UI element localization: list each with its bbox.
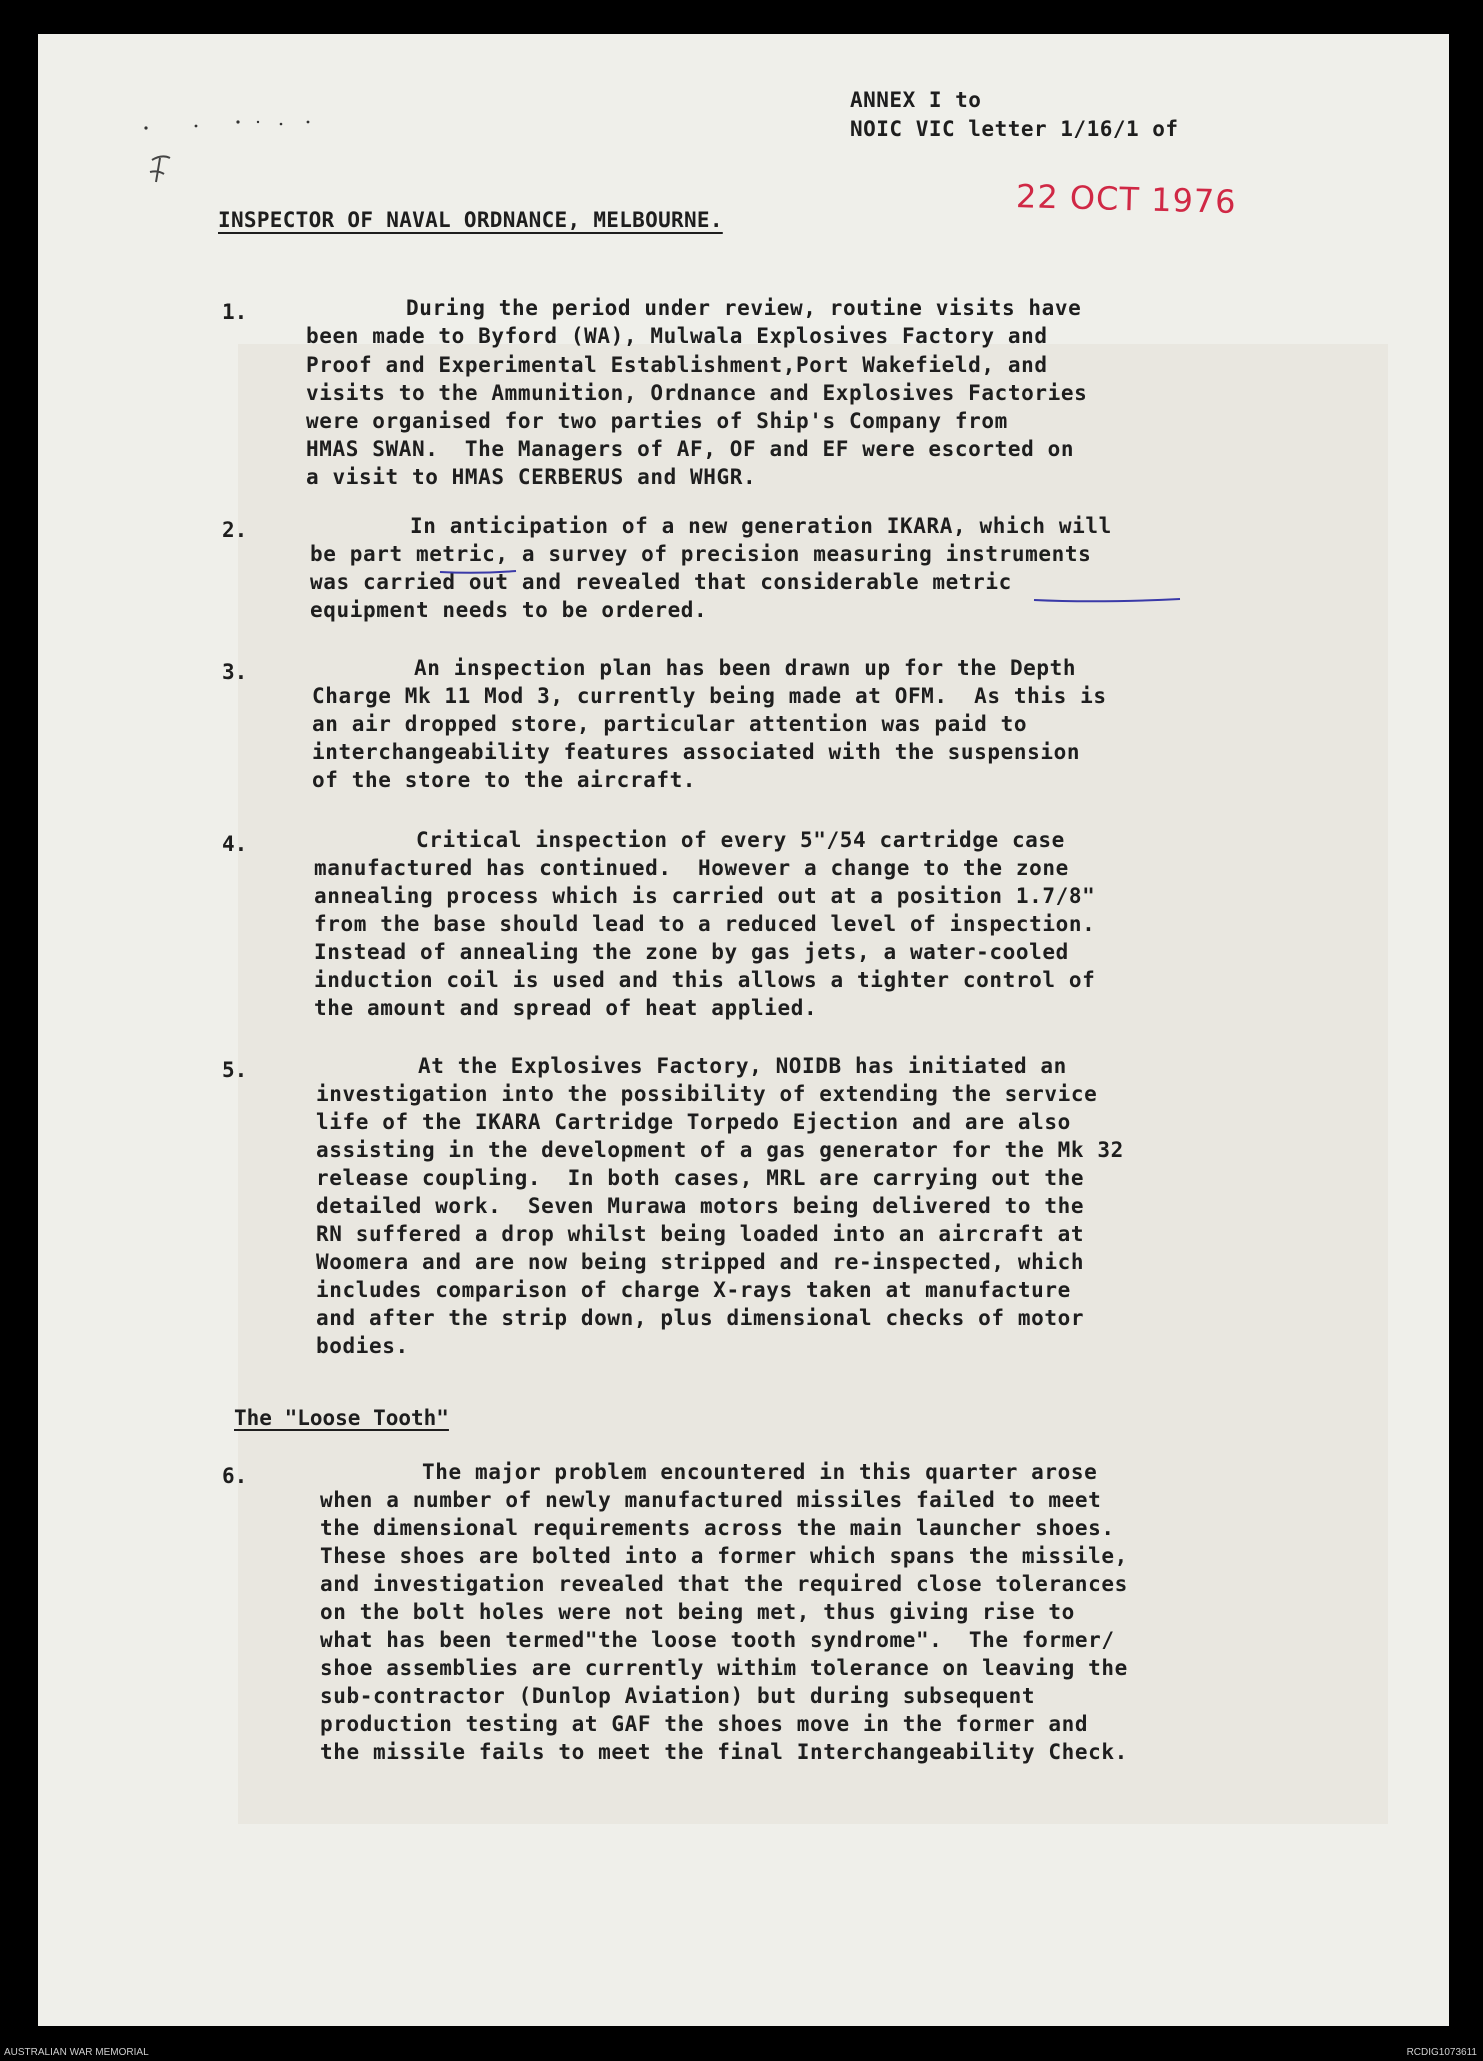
pen-underline [438,568,1238,628]
text-line: the missile fails to meet the final Interchangeability Check. [320,1740,1128,1764]
letter-line: NOIC VIC letter 1/16/1 of [850,117,1179,141]
text-line: includes comparison of charge X-rays taken at manufacture [316,1278,1071,1302]
text-line: Critical inspection of every 5"/54 cartridge case [416,828,1065,852]
text-line: In anticipation of a new generation IKARA, which will [410,514,1112,538]
text-line: Charge Mk 11 Mod 3, currently being made at OFM. As this is [312,684,1107,708]
text-line: from the base should lead to a reduced level of inspection. [314,912,1096,936]
page-title: INSPECTOR OF NAVAL ORDNANCE, MELBOURNE. [218,208,723,232]
text-line: shoe assemblies are currently withim tolerance on leaving the [320,1656,1128,1680]
footer-id: RCDIG1073611 [1406,2047,1477,2058]
paragraph-number: 4. [222,832,248,856]
text-line: equipment needs to be ordered. [310,598,708,622]
text-line: At the Explosives Factory, NOIDB has initiated an [418,1054,1067,1078]
text-line: assisting in the development of a gas generator for the Mk 32 [316,1138,1124,1162]
date-stamp: 22 OCT 1976 [1015,177,1238,221]
text-line: During the period under review, routine visits have [406,296,1082,320]
paper-marks [98,100,318,160]
paragraph-number: 3. [222,660,248,684]
footer-source: AUSTRALIAN WAR MEMORIAL [4,2047,149,2058]
text-line: an air dropped store, particular attention was paid to [312,712,1028,736]
text-line: sub-contractor (Dunlop Aviation) but during subsequent [320,1684,1036,1708]
text-line: be part metric, a survey of precision measuring instruments [310,542,1092,566]
text-line: when a number of newly manufactured missiles failed to meet [320,1488,1102,1512]
text-line: Woomera and are now being stripped and re-inspected, which [316,1250,1085,1274]
text-line: HMAS SWAN. The Managers of AF, OF and EF were escorted on [306,437,1075,461]
paragraph-number: 1. [222,300,248,324]
text-line: manufactured has continued. However a change to the zone [314,856,1069,880]
paragraph-number: 6. [222,1464,248,1488]
text-line: the amount and spread of heat applied. [314,996,818,1020]
text-line: The major problem encountered in this quarter arose [422,1460,1098,1484]
text-line: induction coil is used and this allows a tighter control of [314,968,1096,992]
text-line: release coupling. In both cases, MRL are carrying out the [316,1166,1085,1190]
text-line: what has been termed"the loose tooth syndrome". The former/ [320,1628,1115,1652]
text-line: Proof and Experimental Establishment,Port Wakefield, and [306,353,1048,377]
pen-mark-icon [146,152,176,192]
text-line: RN suffered a drop whilst being loaded into an aircraft at [316,1222,1085,1246]
text-line: annealing process which is carried out at a position 1.7/8" [314,884,1096,908]
text-line: detailed work. Seven Murawa motors being delivered to the [316,1194,1085,1218]
text-line: on the bolt holes were not being met, thus giving rise to [320,1600,1075,1624]
paragraph-number: 2. [222,518,248,542]
annex-line: ANNEX I to [850,88,982,112]
annex-reference [850,86,1179,144]
text-line: bodies. [316,1334,409,1358]
text-line: a visit to HMAS CERBERUS and WHGR. [306,465,757,489]
text-line: visits to the Ammunition, Ordnance and Explosives Factories [306,381,1088,405]
text-line: been made to Byford (WA), Mulwala Explosives Factory and [306,324,1048,348]
text-line: life of the IKARA Cartridge Torpedo Ejection and are also [316,1110,1071,1134]
text-line: production testing at GAF the shoes move in the former and [320,1712,1089,1736]
text-line: investigation into the possibility of extending the service [316,1082,1098,1106]
text-line: was carried out and revealed that considerable metric [310,570,1012,594]
text-line: Instead of annealing the zone by gas jets, a water-cooled [314,940,1069,964]
text-line: the dimensional requirements across the main launcher shoes. [320,1516,1115,1540]
text-line: of the store to the aircraft. [312,768,697,792]
text-line: These shoes are bolted into a former which spans the missile, [320,1544,1128,1568]
text-line: An inspection plan has been drawn up for the Depth [414,656,1077,680]
document-page [38,34,1449,2026]
text-line: were organised for two parties of Ship's Company from [306,409,1008,433]
text-line: and after the strip down, plus dimensional checks of motor [316,1306,1085,1330]
section-heading: The "Loose Tooth" [234,1406,449,1430]
text-line: interchangeability features associated with the suspension [312,740,1081,764]
text-line: and investigation revealed that the required close tolerances [320,1572,1128,1596]
paragraph-number: 5. [222,1058,248,1082]
